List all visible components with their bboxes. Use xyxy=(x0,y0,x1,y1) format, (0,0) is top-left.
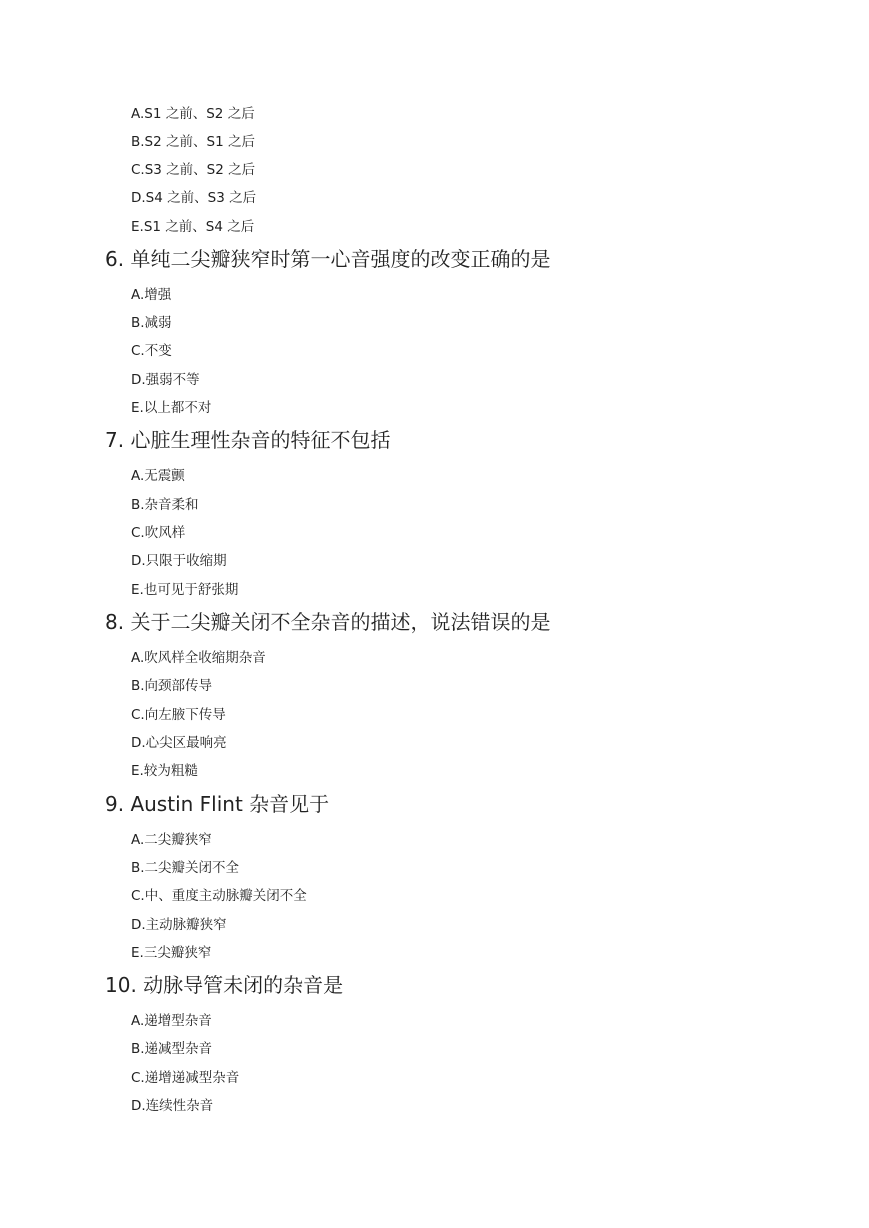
question-7 xyxy=(105,428,390,452)
option-e: E.S1 之前、S4 之后 xyxy=(131,219,255,235)
option-c: C.向左腋下传导 xyxy=(131,707,226,723)
option-a: A.增强 xyxy=(131,287,172,303)
question-6 xyxy=(105,247,550,271)
option-c: C.吹风样 xyxy=(131,525,186,541)
option-e: E.以上都不对 xyxy=(131,400,212,416)
option-b: B.杂音柔和 xyxy=(131,497,199,513)
option-d: D.心尖区最响亮 xyxy=(131,735,227,751)
option-e: E.较为粗糙 xyxy=(131,763,198,779)
question-text: 心脏生理性杂音的特征不包括 xyxy=(130,428,391,452)
option-b: B.减弱 xyxy=(131,315,172,331)
question-text: 关于二尖瓣关闭不全杂音的描述，说法错误的是 xyxy=(130,610,551,634)
question-number: 10. xyxy=(105,973,137,997)
option-b: B.二尖瓣关闭不全 xyxy=(131,860,240,876)
option-d: D.连续性杂音 xyxy=(131,1098,214,1114)
option-b: B.向颈部传导 xyxy=(131,678,213,694)
option-e: E.也可见于舒张期 xyxy=(131,582,239,598)
question-text: 单纯二尖瓣狭窄时第一心音强度的改变正确的是 xyxy=(130,247,551,271)
question-text: Austin Flint 杂音见于 xyxy=(130,792,330,816)
option-b: B.递减型杂音 xyxy=(131,1041,213,1057)
option-a: A.S1 之前、S2 之后 xyxy=(131,106,255,122)
question-10 xyxy=(105,973,343,997)
option-a: A.二尖瓣狭窄 xyxy=(131,832,212,848)
option-c: C.中、重度主动脉瓣关闭不全 xyxy=(131,888,307,904)
option-a: A.无震颤 xyxy=(131,468,185,484)
option-a: A.递增型杂音 xyxy=(131,1013,212,1029)
option-a: A.吹风样全收缩期杂音 xyxy=(131,650,266,666)
option-d: D.S4 之前、S3 之后 xyxy=(131,190,257,206)
question-9 xyxy=(105,792,329,816)
option-d: D.主动脉瓣狭窄 xyxy=(131,917,227,933)
option-e: E.三尖瓣狭窄 xyxy=(131,945,212,961)
question-number: 7. xyxy=(105,428,125,452)
question-number: 9. xyxy=(105,792,125,816)
question-number: 6. xyxy=(105,247,125,271)
question-number: 8. xyxy=(105,610,125,634)
option-c: C.不变 xyxy=(131,343,172,359)
option-c: C.S3 之前、S2 之后 xyxy=(131,162,256,178)
question-8 xyxy=(105,610,550,634)
option-b: B.S2 之前、S1 之后 xyxy=(131,134,255,150)
option-d: D.强弱不等 xyxy=(131,372,200,388)
option-c: C.递增递减型杂音 xyxy=(131,1070,240,1086)
question-text: 动脉导管未闭的杂音是 xyxy=(143,973,344,997)
option-d: D.只限于收缩期 xyxy=(131,553,227,569)
